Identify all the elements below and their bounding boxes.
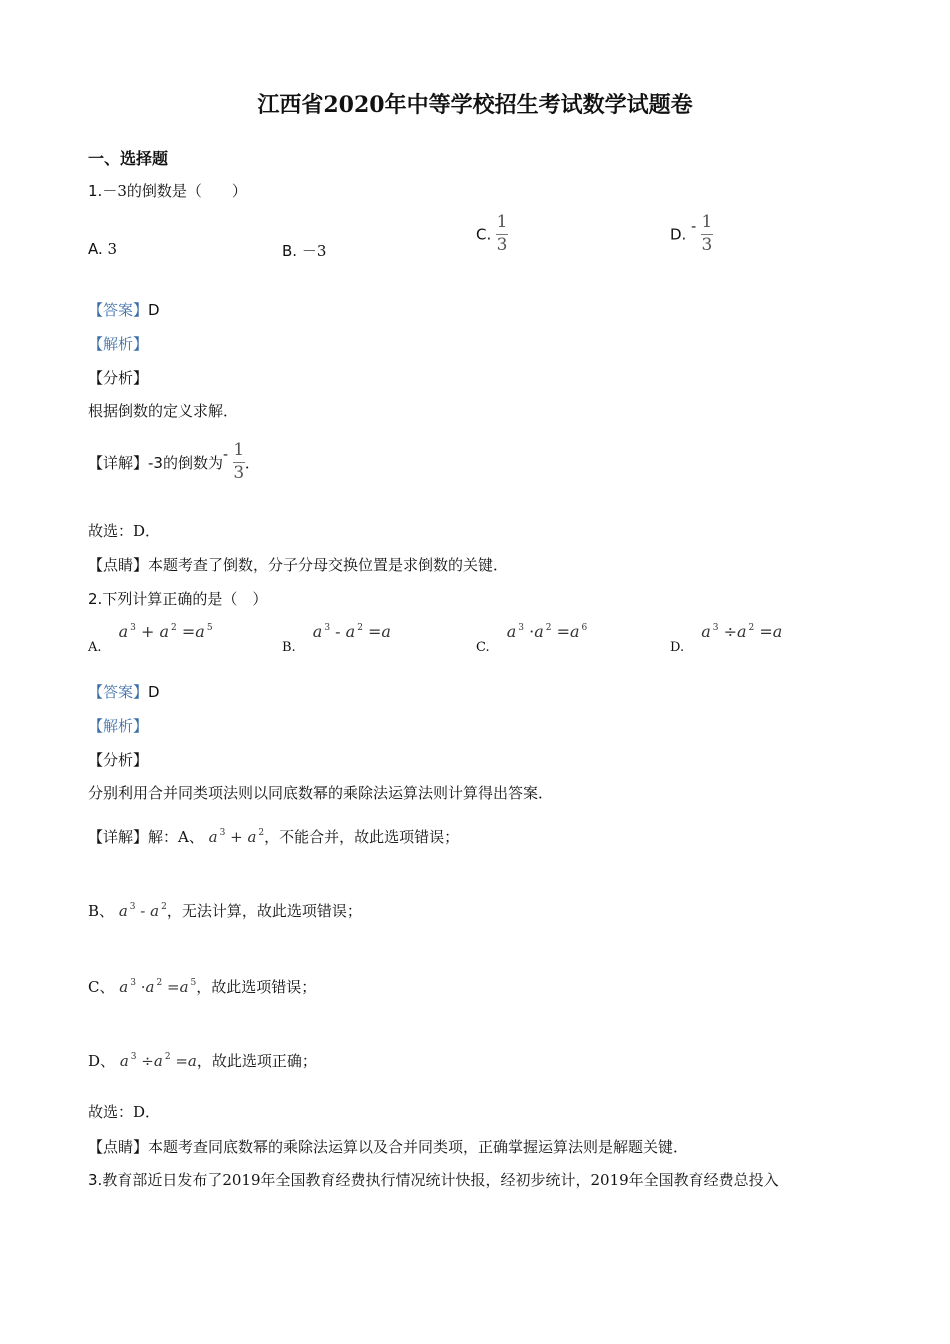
option-label: B. [282, 242, 298, 260]
numerator: 1 [496, 212, 508, 232]
analysis-tag: 【解析】 [88, 717, 149, 735]
comment-tag: 【点睛】 [88, 556, 149, 574]
option-a [88, 240, 117, 258]
option-d [670, 622, 783, 655]
formula: a $^3$ ·a $^2$ =a $^5$ [119, 978, 197, 996]
detail-suffix: ，故此选项错误； [196, 978, 317, 996]
numerator: 1 [233, 440, 245, 460]
fenxi-tag: 【分析】 [88, 369, 149, 387]
detail-prefix: B、 [88, 902, 115, 920]
answer-tag: 【答案】 [88, 683, 149, 701]
question-number: 3. [88, 1171, 103, 1189]
comment-tag: 【点睛】 [88, 1138, 149, 1156]
question-2 [88, 588, 267, 609]
minus-sign: - [691, 217, 697, 236]
fraction [701, 214, 713, 255]
detail-line-c [88, 976, 316, 997]
question-1 [88, 180, 247, 201]
detail-prefix: 解：A、 [148, 828, 204, 846]
option-b [282, 622, 391, 655]
comment-line [88, 1136, 688, 1157]
choice-line: 故选：D． [88, 522, 161, 540]
fenxi-tag: 【分析】 [88, 751, 149, 769]
formula-b: a $^3$ - a $^2$ =a [312, 622, 391, 641]
numerator: 1 [701, 212, 713, 232]
formula-c: a $^3$ ·a $^2$ =a $^6$ [506, 622, 588, 641]
detail-prefix: C、 [88, 978, 115, 996]
option-label: C. [476, 640, 490, 655]
question-3 [88, 1169, 779, 1190]
detail-suffix: ，无法计算，故此选项错误； [166, 902, 362, 920]
question-stem: 教育部近日发布了2019年全国教育经费执行情况统计快报，经初步统计，2019年全国教育经费总投入 [102, 1171, 779, 1189]
question-number: 2. [88, 590, 103, 608]
option-label: D. [670, 225, 687, 244]
option-label: C. [476, 225, 492, 244]
analysis-tag: 【解析】 [88, 335, 149, 353]
option-label: A. [88, 640, 102, 655]
option-label: A. [88, 240, 103, 258]
option-c [476, 622, 588, 655]
detail-line [88, 442, 260, 483]
answer-value: D [148, 683, 160, 701]
answer-tag: 【答案】 [88, 301, 149, 319]
formula: a $^3$ ÷a $^2$ =a [119, 1052, 197, 1070]
comment-text: 本题考查了倒数，分子分母交换位置是求倒数的关键． [148, 556, 509, 574]
answer-line [88, 681, 160, 702]
option-label: D. [670, 640, 685, 655]
formula: a $^3$ - a $^2$ [118, 902, 167, 920]
answer-line [88, 299, 160, 320]
option-d [670, 214, 713, 255]
fraction [233, 442, 245, 483]
detail-text: -3的倒数为 [148, 453, 223, 472]
option-c [476, 214, 508, 255]
option-value: －3 [301, 242, 327, 260]
detail-tag: 【详解】 [88, 828, 149, 846]
formula-a: a $^3$ + a $^2$ =a $^5$ [118, 622, 213, 641]
denominator: 3 [496, 234, 508, 255]
question-number: 1. [88, 182, 103, 200]
comment-text: 本题考查同底数幂的乘除法运算以及合并同类项，正确掌握运算法则是解题关键． [148, 1138, 689, 1156]
option-b [282, 240, 326, 261]
formula: a $^3$ + a $^2$ [208, 828, 265, 846]
option-label: B. [282, 640, 296, 655]
option-value: 3 [107, 240, 118, 258]
comment-line [88, 554, 508, 575]
fraction [496, 214, 508, 255]
question-stem: 下列计算正确的是（ ） [102, 590, 268, 608]
detail-line-d [88, 1050, 317, 1071]
formula-d: a $^3$ ÷a $^2$ =a [701, 622, 783, 641]
fenxi-text: 分别利用合并同类项法则以同底数幂的乘除法运算法则计算得出答案． [88, 784, 554, 802]
detail-tag: 【详解】 [88, 453, 149, 472]
question-stem: －3的倒数是（ ） [102, 182, 247, 200]
answer-value: D [148, 301, 160, 319]
option-a [88, 622, 213, 655]
section-heading: 一、选择题 [88, 149, 169, 168]
denominator: 3 [233, 462, 245, 483]
denominator: 3 [701, 234, 713, 255]
minus-sign: - [222, 445, 229, 464]
period: ． [244, 453, 260, 472]
choice-line: 故选：D． [88, 1103, 161, 1121]
fenxi-text: 根据倒数的定义求解． [88, 402, 239, 420]
detail-prefix: D、 [88, 1052, 116, 1070]
detail-suffix: ，不能合并，故此选项错误； [264, 828, 460, 846]
detail-suffix: ，故此选项正确； [196, 1052, 317, 1070]
page-title: 江西省2020年中等学校招生考试数学试题卷 [257, 92, 693, 118]
detail-line-b [88, 900, 362, 921]
detail-line-a [88, 826, 459, 847]
